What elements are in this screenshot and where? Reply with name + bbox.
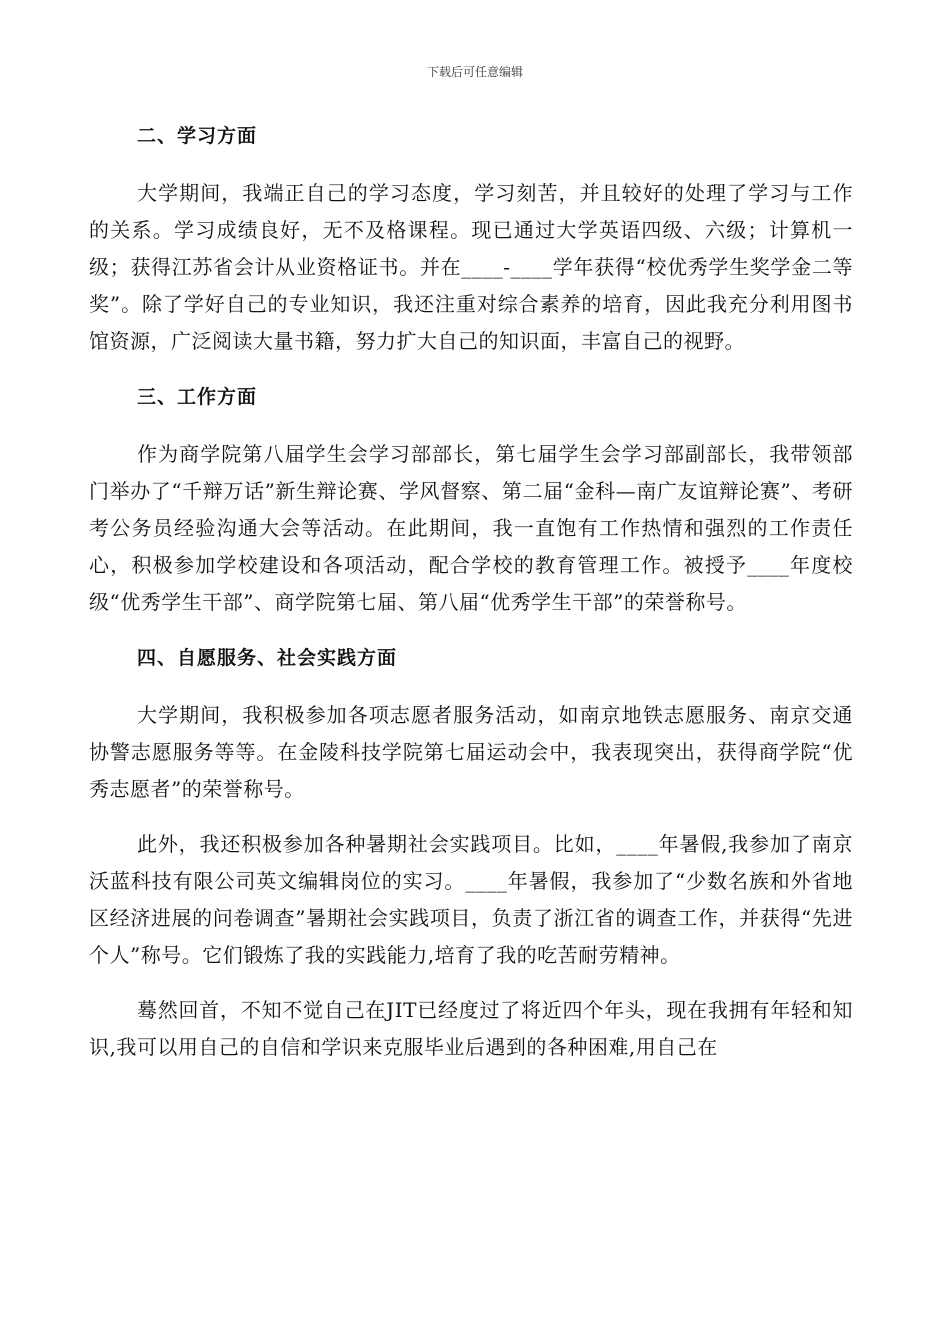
section-heading: 三、工作方面: [137, 386, 258, 408]
paragraph: 蓦然回首，不知不觉自己在JIT已经度过了将近四个年头，现在我拥有年轻和知识,我可以用自己的自信和学识来克服毕业后遇到的各种困难,用自己在: [89, 998, 853, 1059]
paragraph: 作为商学院第八届学生会学习部部长，第七届学生会学习部副部长，我带领部门举办了“千辩万话”新生辩论赛、学风督察、第二届“金科—南广友谊辩论赛”、考研考公务员经验沟通大会等活动。在此期间，我一直饱有工作热情和强烈的工作责任心，积极参加学校建设和各项活动，配合学校的教育管理工作。被授予____年度校级“优秀学生干部”、商学院第七届、第八届“优秀学生干部”的荣誉称号。: [89, 442, 853, 614]
section-volunteer: [89, 639, 853, 1066]
page-header-note: 下载后可任意编辑: [426, 65, 523, 79]
document-body: [89, 117, 853, 1084]
paragraph: 此外，我还积极参加各种暑期社会实践项目。比如，____年暑假,我参加了南京沃蓝科技有限公司英文编辑岗位的实习。____年暑假，我参加了“少数名族和外省地区经济进展的问卷调查”暑期社会实践项目，负责了浙江省的调查工作，并获得“先进个人”称号。它们锻炼了我的实践能力,培育了我的吃苦耐劳精神。: [89, 832, 853, 967]
section-heading: 四、自愿服务、社会实践方面: [137, 647, 398, 669]
paragraph: 大学期间，我端正自己的学习态度，学习刻苦，并且较好的处理了学习与工作的关系。学习成绩良好，无不及格课程。现已通过大学英语四级、六级；计算机一级；获得江苏省会计从业资格证书。并在____-____学年获得“校优秀学生奖学金二等奖”。除了学好自己的专业知识，我还注重对综合素养的培育，因此我充分利用图书馆资源，广泛阅读大量书籍，努力扩大自己的知识面，丰富自己的视野。: [89, 181, 853, 353]
paragraph: 大学期间，我积极参加各项志愿者服务活动，如南京地铁志愿服务、南京交通协警志愿服务等等。在金陵科技学院第七届运动会中，我表现突出，获得商学院“优秀志愿者”的荣誉称号。: [89, 703, 853, 801]
section-heading: 二、学习方面: [137, 125, 258, 147]
section-study: [89, 117, 853, 360]
section-work: [89, 378, 853, 621]
